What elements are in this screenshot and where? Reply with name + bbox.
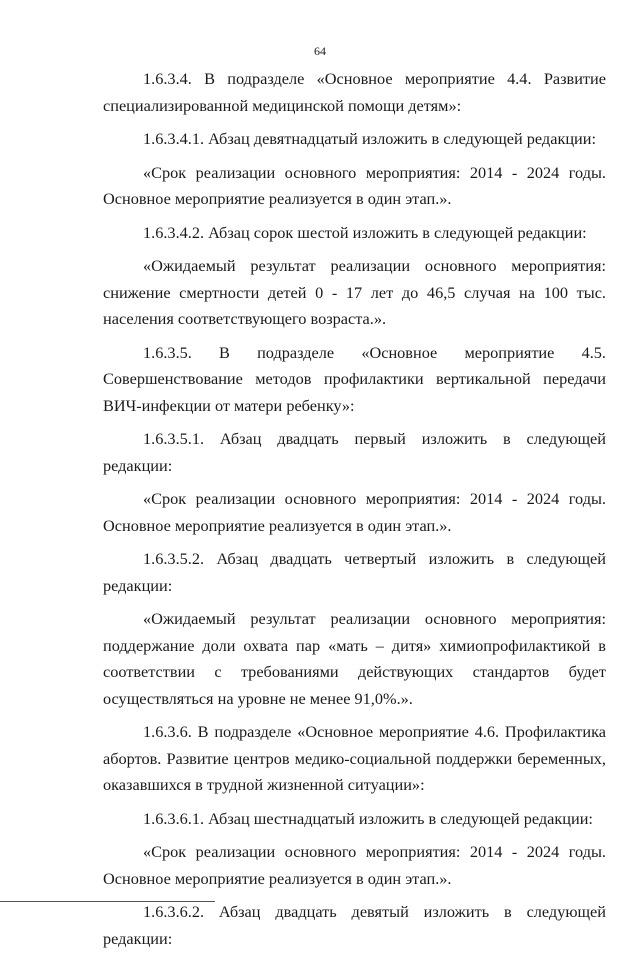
paragraph-1-6-3-4-2: 1.6.3.4.2. Абзац сорок шестой изложить в следующей редакции: <box>143 222 587 242</box>
paragraph-1-6-3-5-2: 1.6.3.5.2. Абзац двадцать четвертый изложить в следующей редакции: <box>103 549 606 595</box>
document-body <box>103 66 606 959</box>
paragraph-1-6-3-6-1: 1.6.3.6.1. Абзац шестнадцатый изложить в следующей редакции: <box>143 808 593 828</box>
paragraph-1-6-3-6-2: 1.6.3.6.2. Абзац двадцать девятый изложить в следующей редакции: <box>103 902 606 948</box>
paragraph-1-6-3-4-1: 1.6.3.4.1. Абзац девятнадцатый изложить в следующей редакции: <box>143 129 597 148</box>
paragraph-1-6-3-5: 1.6.3.5. В подразделе «Основное мероприятие 4.5. Совершенствование методов профилактики вертикальной передачи ВИЧ-инфекции от матери ребенку»: <box>103 342 606 415</box>
paragraph-quote-term: «Срок реализации основного мероприятия: 2014 - 2024 годы. Основное мероприятие реализуется в один этап.». <box>103 489 606 535</box>
paragraph-quote-term: «Срок реализации основного мероприятия: 2014 - 2024 годы. Основное мероприятие реализуется в один этап.». <box>103 842 606 888</box>
paragraph-1-6-3-5-1: 1.6.3.5.1. Абзац двадцать первый изложить в следующей редакции: <box>103 429 606 475</box>
page-number: 64 <box>314 44 326 58</box>
paragraph-1-6-3-4: 1.6.3.4. В подразделе «Основное мероприятие 4.4. Развитие специализированной медицинской помощи детям»: <box>103 69 606 115</box>
footer-separator-line <box>0 901 215 902</box>
paragraph-quote-result: «Ожидаемый результат реализации основного мероприятия: поддержание доли охвата пар «мать – дитя» химиопрофилактикой в соответствии с требованиями действующих стандартов будет осуществляться на уровне не менее 91,0%.». <box>103 609 606 708</box>
paragraph-quote-term: «Срок реализации основного мероприятия: 2014 - 2024 годы. Основное мероприятие реализуется в один этап.». <box>103 162 606 208</box>
paragraph-quote-result: «Ожидаемый результат реализации основного мероприятия: снижение смертности детей 0 - 17 лет до 46,5 случая на 100 тыс. населения соответствующего возраста.». <box>103 256 606 328</box>
paragraph-1-6-3-6: 1.6.3.6. В подразделе «Основное мероприятие 4.6. Профилактика абортов. Развитие центров медико-социальной поддержки беременных, оказавшихся в трудной жизненной ситуации»: <box>103 722 606 794</box>
